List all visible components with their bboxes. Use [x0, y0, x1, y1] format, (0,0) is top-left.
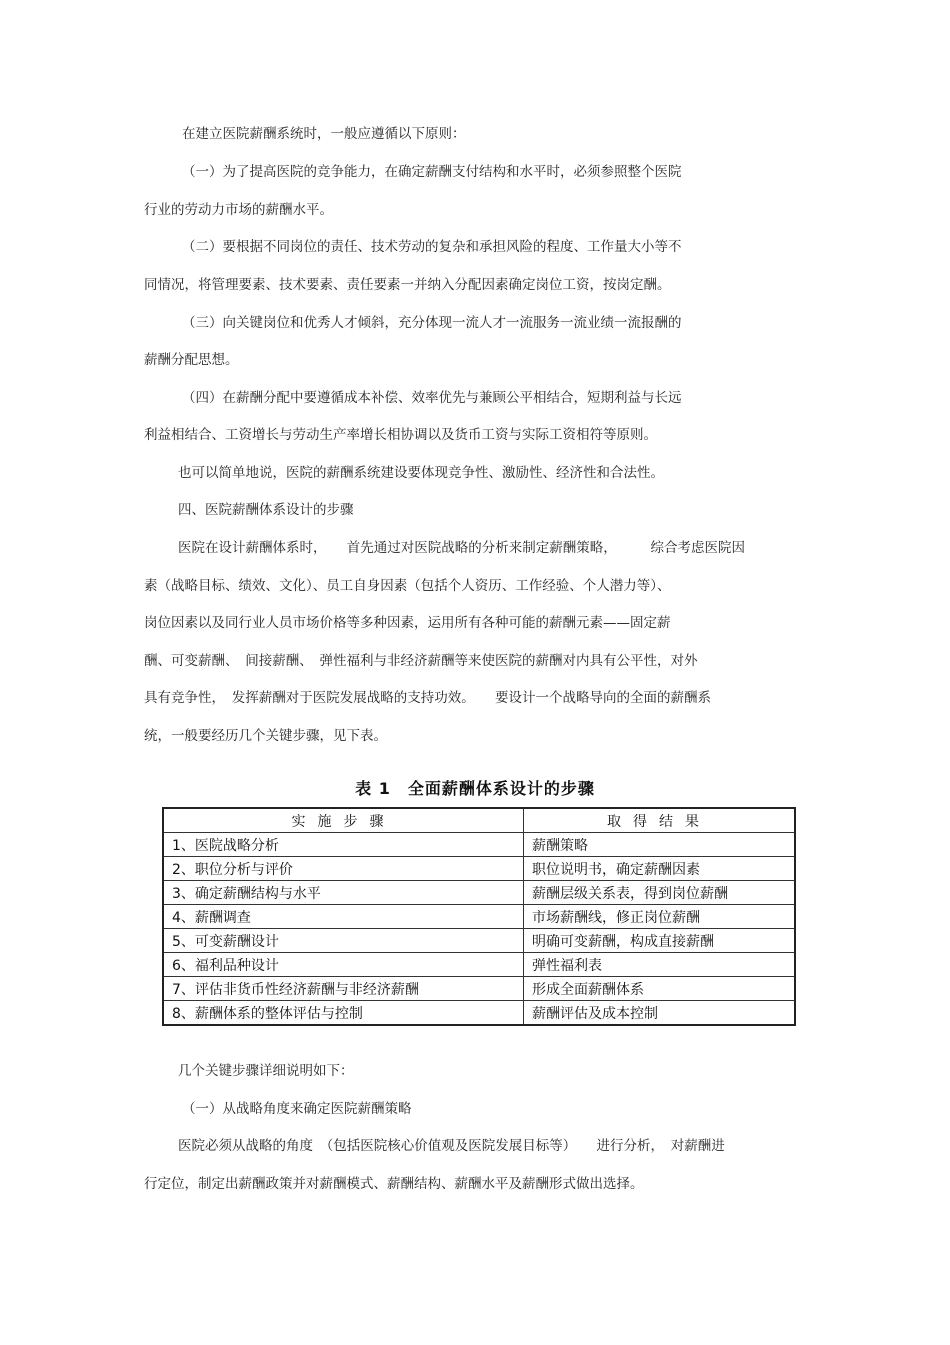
paragraph-line: （三）向关键岗位和优秀人才倾斜，充分体现一流人才一流服务一流业绩一流报酬的: [182, 315, 682, 331]
paragraph-line: 几个关键步骤详细说明如下：: [178, 1063, 354, 1079]
table-row: [163, 857, 795, 881]
paragraph-line: 医院在设计薪酬体系时， 首先通过对医院战略的分析来制定薪酬策略， 综合考虑医院因: [178, 540, 745, 556]
result-cell: 弹性福利表: [524, 953, 796, 977]
table-row: [163, 953, 795, 977]
paragraph-line: 素（战略目标、绩效、文化）、员工自身因素（包括个人资历、工作经验、个人潜力等）、: [144, 578, 671, 594]
step-cell: 8、薪酬体系的整体评估与控制: [163, 1001, 524, 1026]
result-cell: 市场薪酬线，修正岗位薪酬: [524, 905, 796, 929]
step-cell: 7、评估非货币性经济薪酬与非经济薪酬: [163, 977, 524, 1001]
result-cell: 明确可变薪酬，构成直接薪酬: [524, 929, 796, 953]
paragraph-line: （二）要根据不同岗位的责任、技术劳动的复杂和承担风险的程度、工作量大小等不: [182, 239, 682, 255]
steps-table: [162, 807, 796, 1026]
table-row: [163, 977, 795, 1001]
step-cell: 4、薪酬调查: [163, 905, 524, 929]
step-cell: 2、职位分析与评价: [163, 857, 524, 881]
result-cell: 形成全面薪酬体系: [524, 977, 796, 1001]
paragraph-line: 同情况，将管理要素、技术要素、责任要素一并纳入分配因素确定岗位工资，按岗定酬。: [144, 277, 671, 293]
step-cell: 5、可变薪酬设计: [163, 929, 524, 953]
step-cell: 3、确定薪酬结构与水平: [163, 881, 524, 905]
header-steps: 实施步骤: [163, 808, 524, 833]
paragraph-line: （四）在薪酬分配中要遵循成本补偿、效率优先与兼顾公平相结合，短期利益与长远: [182, 390, 682, 406]
paragraph-line: 利益相结合、工资增长与劳动生产率增长相协调以及货币工资与实际工资相符等原则。: [144, 427, 657, 443]
table-row: [163, 881, 795, 905]
paragraph-line: 具有竞争性， 发挥薪酬对于医院发展战略的支持功效。 要设计一个战略导向的全面的薪酬系: [144, 690, 711, 706]
paragraph-line: 酬、可变薪酬、 间接薪酬、 弹性福利与非经济薪酬等来使医院的薪酬对内具有公平性，对外: [144, 653, 698, 669]
section-heading: （一）从战略角度来确定医院薪酬策略: [182, 1101, 412, 1117]
result-cell: 薪酬策略: [524, 833, 796, 857]
table-row: [163, 1001, 795, 1026]
table-header-row: [163, 808, 795, 833]
paragraph-line: 统，一般要经历几个关键步骤，见下表。: [144, 728, 387, 744]
header-results: 取得结果: [524, 808, 796, 833]
paragraph-line: 薪酬分配思想。: [144, 352, 239, 368]
paragraph-line: 岗位因素以及同行业人员市场价格等多种因素，运用所有各种可能的薪酬元素——固定薪: [144, 615, 671, 631]
step-cell: 6、福利品种设计: [163, 953, 524, 977]
table-row: [163, 929, 795, 953]
result-cell: 职位说明书，确定薪酬因素: [524, 857, 796, 881]
paragraph-line: （一）为了提高医院的竞争能力，在确定薪酬支付结构和水平时，必须参照整个医院: [182, 164, 682, 180]
paragraph-line: 行定位，制定出薪酬政策并对薪酬模式、薪酬结构、薪酬水平及薪酬形式做出选择。: [144, 1176, 644, 1192]
paragraph-line: 医院必须从战略的角度 （包括医院核心价值观及医院发展目标等） 进行分析， 对薪酬进: [178, 1138, 725, 1154]
paragraph-line: 行业的劳动力市场的薪酬水平。: [144, 202, 333, 218]
section-heading: 四、医院薪酬体系设计的步骤: [178, 502, 354, 518]
paragraph-line: 也可以简单地说，医院的薪酬系统建设要体现竞争性、激励性、经济性和合法性。: [178, 465, 664, 481]
result-cell: 薪酬层级关系表，得到岗位薪酬: [524, 881, 796, 905]
paragraph-line: 在建立医院薪酬系统时，一般应遵循以下原则：: [182, 126, 466, 142]
table-row: [163, 905, 795, 929]
step-cell: 1、医院战略分析: [163, 833, 524, 857]
table-row: [163, 833, 795, 857]
result-cell: 薪酬评估及成本控制: [524, 1001, 796, 1026]
table-caption: 表 1 全面薪酬体系设计的步骤: [355, 779, 595, 798]
